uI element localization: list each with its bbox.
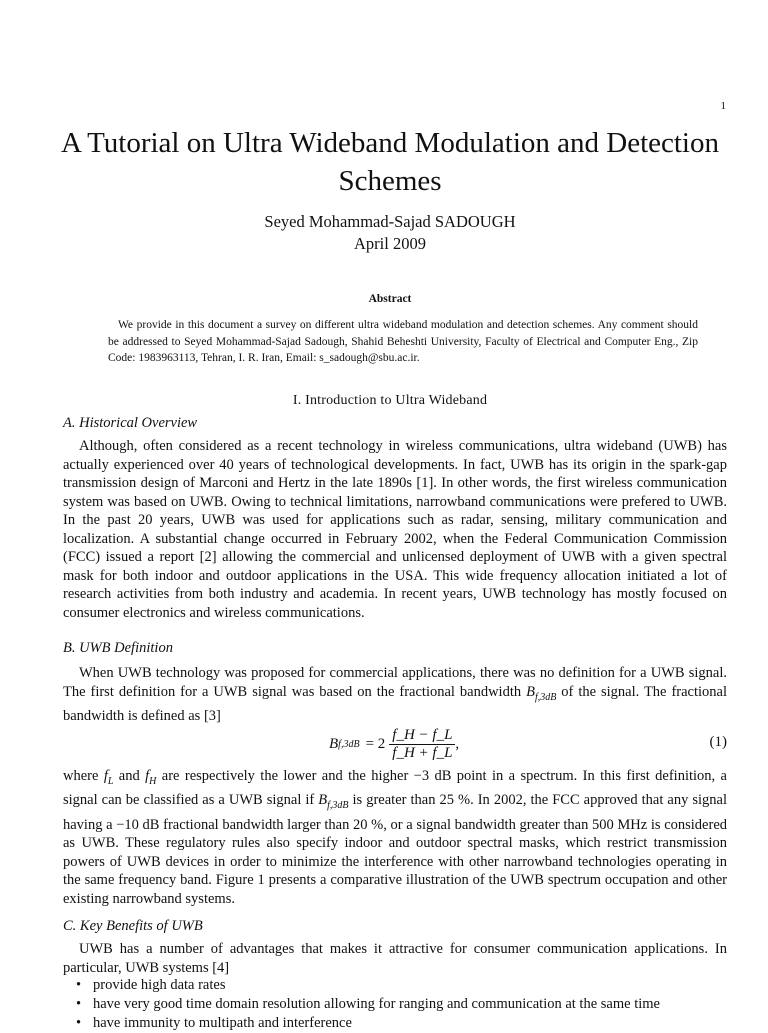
- equation-denominator: f_H + f_L: [392, 744, 453, 761]
- equation-coefficient: = 2: [365, 735, 386, 752]
- subsection-heading-historical: A. Historical Overview: [63, 415, 198, 431]
- math-subscript: f,3dB: [327, 800, 349, 812]
- equation-lhs-subscript: f,3dB: [338, 738, 360, 750]
- paragraph-key-benefits: UWB has a number of advantages that makes it attractive for consumer communication applications. In particular, UWB systems [4]: [63, 941, 727, 976]
- abstract-text: We provide in this document a survey on different ultra wideband modulation and detection schemes. Any comment should be addressed to Seyed Mohammad-Sajad Sadough, Shahid Beheshti University, Faculty of Electrical and Computer Eng., Zip Code: 1983963113, Tehran, I. R. Iran, Email: s_sadough@sbu.ac.ir.: [108, 319, 698, 364]
- math-bf3db: $B_{f,3dB}$: [526, 683, 557, 703]
- text-segment: When UWB technology was proposed for commercial applications, there was no definition for a UWB signal. The first definition for a UWB signal was based on the fractional bandwidth: [63, 665, 727, 700]
- list-item: • have immunity to multipath and interference: [76, 1014, 726, 1033]
- list-item: • have very good time domain resolution allowing for ranging and communication at the same time: [76, 995, 726, 1014]
- math-fl: $f_L$: [103, 768, 114, 787]
- section-heading: I. Introduction to Ultra Wideband: [292, 393, 488, 408]
- text-segment: and: [113, 768, 146, 784]
- text-segment: of the signal. The fractional bandwidth is defined as [3]: [63, 683, 727, 724]
- text-segment: where: [63, 768, 104, 784]
- paragraph-uwb-definition-continued: [63, 767, 727, 908]
- subsection-heading-definition: B. UWB Definition: [63, 640, 173, 656]
- equation-comma: ,: [455, 735, 460, 752]
- paragraph-uwb-definition: [63, 664, 727, 725]
- abstract-heading: Abstract: [368, 293, 412, 305]
- math-fh: $f_H$: [145, 768, 157, 787]
- benefits-list: [76, 976, 726, 1033]
- math-bf3db: $B_{f,3dB}$: [318, 792, 349, 812]
- equation-1: [63, 722, 727, 766]
- math-subscript: f,3dB: [534, 691, 557, 703]
- publication-date: April 2009: [354, 234, 426, 253]
- page-number: 1: [720, 100, 726, 112]
- text-segment: are respectively the lower and the higher −3 dB point in a spectrum. In this first definition, a signal can be classified as a UWB signal if: [63, 768, 727, 809]
- text-segment: is greater than 25 %. In 2002, the FCC approved that any signal having a −10 dB fractional bandwidth larger than 20 %, or a signal bandwidth greater than 500 MHz is considered as UWB. These regulatory rules also specify indoor and outdoor spectral masks, which restrict transmission powers of UWB devices in order to minimize the interference with other narrowband technologies operating in the same frequency band. Figure 1 presents a comparative illustration of the UWB spectrum occupation and other existing narrowband systems.: [63, 792, 727, 907]
- author-name: Seyed Mohammad-Sajad SADOUGH: [264, 212, 516, 231]
- list-item: • provide high data rates: [76, 976, 726, 995]
- paragraph-historical-overview: Although, often considered as a recent technology in wireless communications, ultra wideband (UWB) has actually experienced over 40 years of technological developments. In fact, UWB has its origin in the spark-gap transmission design of Marconi and Hertz in the late 1890s [1]. In other words, the first wireless communication system was based on UWB. Owing to technical limitations, narrowband communications were prefered to UWB. In the past 20 years, UWB was used for applications such as radar, sensing, military communication and localization. A substantial change occurred in February 2002, when the Federal Communication Commission (FCC) issued a report [2] allowing the commercial and unlicensed deployment of UWB with a given spectral mask for both indoor and outdoor applications in the USA. This wide frequency allocation initiated a lot of research activities from both industry and academia. In recent years, UWB technology has mostly focused on consumer electronics and wireless communications.: [63, 438, 727, 621]
- equation-body: [329, 722, 459, 766]
- equation-lhs: B: [329, 735, 339, 752]
- equation-fraction: [389, 727, 455, 762]
- paper-title: A Tutorial on Ultra Wideband Modulation and Detection Schemes: [61, 127, 719, 197]
- equation-number: (1): [709, 734, 727, 750]
- subsection-heading-benefits: C. Key Benefits of UWB: [63, 918, 203, 934]
- equation-numerator: f_H − f_L: [389, 727, 455, 745]
